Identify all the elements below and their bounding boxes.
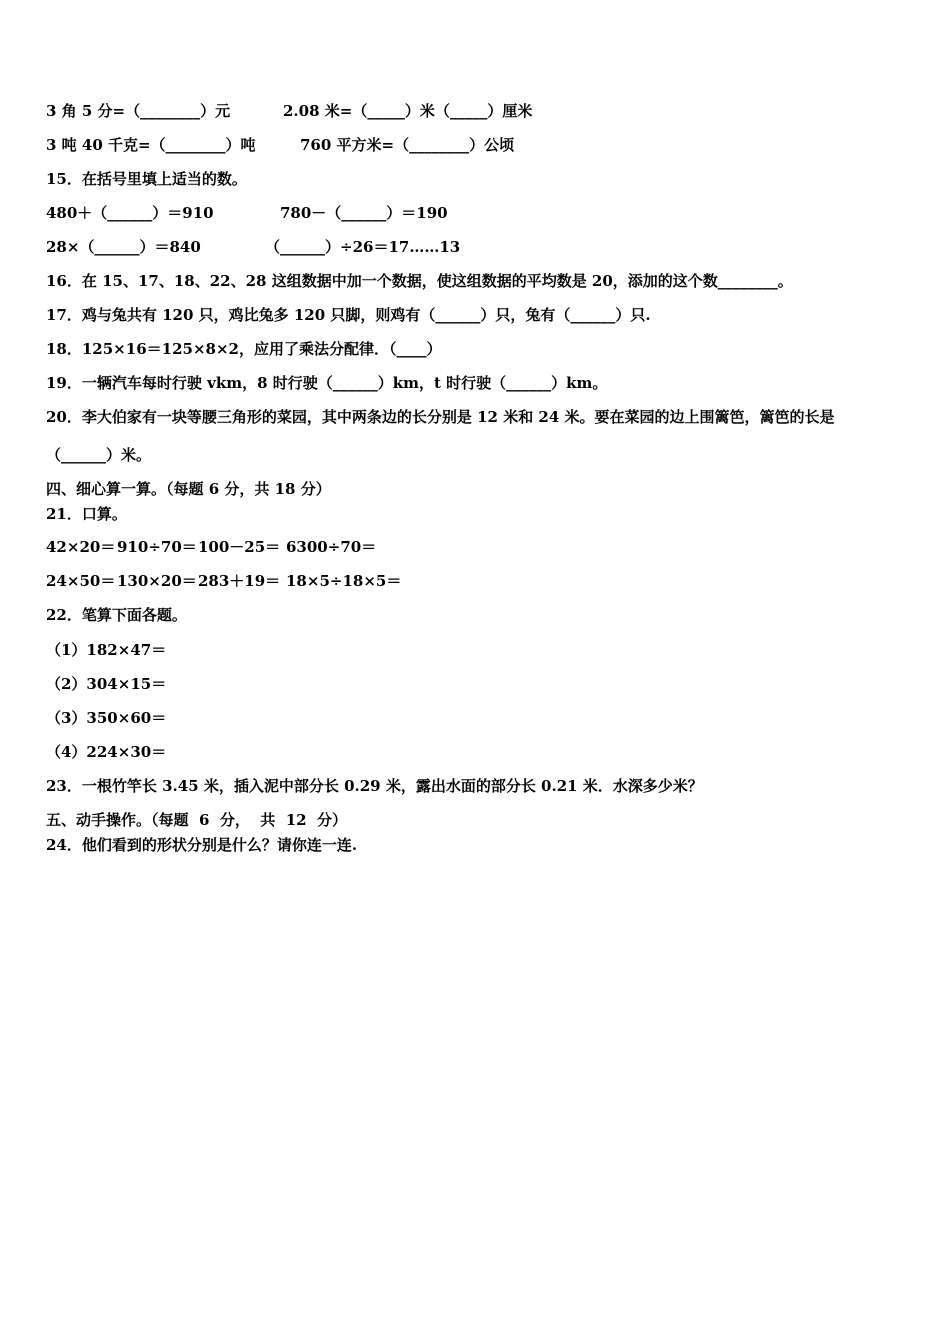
written-calc-item: （1）182×47＝ [46,641,167,659]
mental-math-item: 42×20＝ [46,538,116,556]
written-calc-item: （3）350×60＝ [46,709,167,727]
question-15-prompt: 15．在括号里填上适当的数。 [46,170,247,188]
question-15-item: 28×（______）＝840 [46,238,201,256]
question-21-prompt: 21．口算。 [46,505,127,523]
mental-math-item: 24×50＝ [46,572,116,590]
conversion-item-yuan: 3 角 5 分=（________）元 [46,102,231,120]
written-calc-item: （2）304×15＝ [46,675,167,693]
conversion-item-hectare: 760 平方米=（________）公顷 [300,136,515,154]
mental-math-item: 910÷70＝ [117,538,197,556]
section-4-heading: 四、细心算一算。（每题 6 分，共 18 分） [46,480,331,498]
question-20-line1: 20．李大伯家有一块等腰三角形的菜园，其中两条边的长分别是 12 米和 24 米。要在菜园的边上围篱笆，篱笆的长是 [46,408,835,426]
written-calc-item: （4）224×30＝ [46,743,167,761]
mental-math-item: 6300÷70＝ [286,538,377,556]
question-15-item: 780－（______）＝190 [280,204,448,222]
question-22-prompt: 22．笔算下面各题。 [46,606,187,624]
mental-math-item: 130×20＝ [117,572,197,590]
mental-math-item: 100－25＝ [198,538,281,556]
question-23: 23．一根竹竿长 3.45 米，插入泥中部分长 0.29 米，露出水面的部分长 0.21 米．水深多少米？ [46,777,703,795]
section-5-heading: 五、动手操作。（每题 6 分， 共 12 分） [46,811,348,829]
conversion-item-ton: 3 吨 40 千克=（________）吨 [46,136,256,154]
mental-math-item: 283＋19＝ [198,572,281,590]
question-19: 19．一辆汽车每时行驶 vkm，8 时行驶（______）km，t 时行驶（______）km。 [46,374,608,392]
question-24: 24．他们看到的形状分别是什么？请你连一连. [46,836,358,854]
question-15-item: （______）÷26＝17……13 [265,238,461,256]
question-17: 17．鸡与兔共有 120 只，鸡比兔多 120 只脚，则鸡有（______）只，兔有（______）只. [46,306,651,324]
question-18: 18．125×16＝125×8×2，应用了乘法分配律．（____） [46,340,442,358]
question-16: 16．在 15、17、18、22、28 这组数据中加一个数据，使这组数据的平均数是 20，添加的这个数________。 [46,272,793,290]
question-20-line2: （______）米。 [46,446,152,464]
mental-math-item: 18×5÷18×5＝ [286,572,402,590]
question-15-item: 480＋（______）＝910 [46,204,214,222]
conversion-item-meter: 2.08 米=（_____）米（_____）厘米 [283,102,533,120]
